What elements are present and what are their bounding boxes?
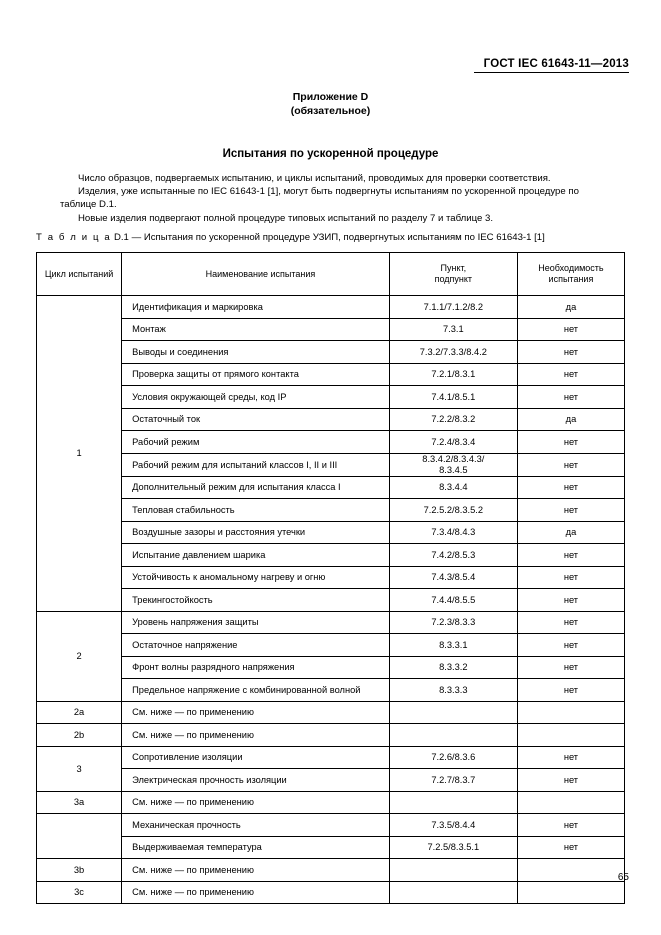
cell-point: 7.4.1/8.5.1 bbox=[389, 386, 517, 409]
table-row bbox=[37, 746, 625, 769]
table-row bbox=[37, 566, 625, 589]
cell-need bbox=[517, 791, 624, 814]
cell-test-name: См. ниже — по применению bbox=[122, 791, 390, 814]
cell-point: 7.3.1 bbox=[389, 318, 517, 341]
col-header-need: Необходимость испытания bbox=[517, 253, 624, 296]
appendix-line-2: (обязательное) bbox=[290, 105, 371, 117]
cell-point: 7.4.4/8.5.5 bbox=[389, 589, 517, 612]
cell-point: 7.2.4/8.3.4 bbox=[389, 431, 517, 454]
cell-point: 7.1.1/7.1.2/8.2 bbox=[389, 296, 517, 319]
cell-point: 7.2.7/8.3.7 bbox=[389, 769, 517, 792]
cell-test-name: Остаточное напряжение bbox=[122, 634, 390, 657]
cell-test-name: Условия окружающей среды, код IP bbox=[122, 386, 390, 409]
cell-need: нет bbox=[517, 746, 624, 769]
appendix-line-1: Приложение D bbox=[292, 91, 369, 103]
cell-point: 8.3.3.2 bbox=[389, 656, 517, 679]
cell-test-name: Рабочий режим bbox=[122, 431, 390, 454]
cell-point: 7.3.2/7.3.3/8.4.2 bbox=[389, 341, 517, 364]
table-row bbox=[37, 408, 625, 431]
cell-point: 7.2.3/8.3.3 bbox=[389, 611, 517, 634]
cell-test-name: Воздушные зазоры и расстояния утечки bbox=[122, 521, 390, 544]
table-row bbox=[37, 836, 625, 859]
table-row bbox=[37, 521, 625, 544]
table-row bbox=[37, 296, 625, 319]
cell-point: 7.3.4/8.4.3 bbox=[389, 521, 517, 544]
cell-need bbox=[517, 701, 624, 724]
cell-cycle: 3b bbox=[37, 859, 122, 882]
cell-point: 7.3.5/8.4.4 bbox=[389, 814, 517, 837]
cell-cycle: 2a bbox=[37, 701, 122, 724]
cell-need: нет bbox=[517, 634, 624, 657]
cell-cycle bbox=[37, 814, 122, 859]
cell-test-name: Рабочий режим для испытаний классов I, II и III bbox=[122, 453, 390, 476]
table-row bbox=[37, 589, 625, 612]
cell-test-name: Фронт волны разрядного напряжения bbox=[122, 656, 390, 679]
appendix-heading bbox=[0, 90, 661, 118]
cell-need: да bbox=[517, 296, 624, 319]
tests-table bbox=[36, 252, 625, 904]
table-row bbox=[37, 386, 625, 409]
cell-need: нет bbox=[517, 386, 624, 409]
table-row bbox=[37, 769, 625, 792]
table-row bbox=[37, 791, 625, 814]
cell-need: нет bbox=[517, 318, 624, 341]
cell-test-name: Идентификация и маркировка bbox=[122, 296, 390, 319]
cell-need: нет bbox=[517, 544, 624, 567]
table-header bbox=[37, 253, 625, 296]
col-header-cycle: Цикл испытаний bbox=[37, 253, 122, 296]
cell-test-name: Тепловая стабильность bbox=[122, 499, 390, 522]
table-row bbox=[37, 363, 625, 386]
cell-test-name: Устойчивость к аномальному нагреву и огню bbox=[122, 566, 390, 589]
table-caption-number: D.1 bbox=[113, 232, 129, 243]
table-body bbox=[37, 296, 625, 904]
table-row bbox=[37, 814, 625, 837]
table-row bbox=[37, 341, 625, 364]
table-row bbox=[37, 634, 625, 657]
paragraph-1: Число образцов, подвергаемых испытанию, и циклы испытаний, проводимых для проверки соответствия. bbox=[78, 173, 551, 184]
paragraph-3: Новые изделия подвергают полной процедуре типовых испытаний по разделу 7 и таблице 3. bbox=[78, 212, 494, 224]
cell-test-name: См. ниже — по применению bbox=[122, 701, 390, 724]
cell-need: да bbox=[517, 521, 624, 544]
cell-test-name: См. ниже — по применению bbox=[122, 724, 390, 747]
cell-point: 7.4.2/8.5.3 bbox=[389, 544, 517, 567]
cell-cycle: 3a bbox=[37, 791, 122, 814]
cell-test-name: Предельное напряжение с комбинированной волной bbox=[122, 679, 390, 702]
cell-test-name: Дополнительный режим для испытания класса I bbox=[122, 476, 390, 499]
cell-point bbox=[389, 701, 517, 724]
table-caption-text: — Испытания по ускоренной процедуре УЗИП, подвергнутых испытаниям по IEC 61643-1 [1] bbox=[131, 232, 545, 243]
table-row bbox=[37, 881, 625, 904]
cell-point: 8.3.4.2/8.3.4.3/ 8.3.4.5 bbox=[389, 453, 517, 476]
cell-need: нет bbox=[517, 431, 624, 454]
cell-point bbox=[389, 859, 517, 882]
cell-test-name: Сопротивление изоляции bbox=[122, 746, 390, 769]
cell-need: нет bbox=[517, 769, 624, 792]
table-caption-prefix: Т а б л и ц а bbox=[36, 232, 112, 243]
cell-need: нет bbox=[517, 589, 624, 612]
cell-need: нет bbox=[517, 476, 624, 499]
table-row bbox=[37, 724, 625, 747]
cell-point: 7.2.5.2/8.3.5.2 bbox=[389, 499, 517, 522]
cell-point: 8.3.3.3 bbox=[389, 679, 517, 702]
page-header: ГОСТ IEC 61643-11—2013 bbox=[474, 58, 629, 73]
cell-cycle: 2 bbox=[37, 611, 122, 701]
table-row bbox=[37, 431, 625, 454]
table-row bbox=[37, 679, 625, 702]
cell-point: 7.4.3/8.5.4 bbox=[389, 566, 517, 589]
cell-test-name: Выводы и соединения bbox=[122, 341, 390, 364]
col-header-name: Наименование испытания bbox=[122, 253, 390, 296]
cell-test-name: Электрическая прочность изоляции bbox=[122, 769, 390, 792]
cell-need: нет bbox=[517, 341, 624, 364]
table-row bbox=[37, 611, 625, 634]
cell-point bbox=[389, 791, 517, 814]
cell-test-name: Уровень напряжения защиты bbox=[122, 611, 390, 634]
table-row bbox=[37, 318, 625, 341]
cell-need bbox=[517, 859, 624, 882]
table-row bbox=[37, 656, 625, 679]
table-row bbox=[37, 859, 625, 882]
cell-point: 7.2.6/8.3.6 bbox=[389, 746, 517, 769]
cell-point: 8.3.3.1 bbox=[389, 634, 517, 657]
table-row bbox=[37, 701, 625, 724]
cell-need: нет bbox=[517, 566, 624, 589]
cell-need: нет bbox=[517, 453, 624, 476]
table-caption bbox=[36, 232, 545, 243]
cell-test-name: Испытание давлением шарика bbox=[122, 544, 390, 567]
cell-need: нет bbox=[517, 679, 624, 702]
page-title: Испытания по ускоренной процедуре bbox=[222, 148, 439, 160]
cell-need: нет bbox=[517, 499, 624, 522]
cell-point bbox=[389, 724, 517, 747]
cell-need bbox=[517, 724, 624, 747]
page-number: 65 bbox=[617, 872, 629, 883]
cell-test-name: Проверка защиты от прямого контакта bbox=[122, 363, 390, 386]
cell-test-name: См. ниже — по применению bbox=[122, 881, 390, 904]
cell-point bbox=[389, 881, 517, 904]
cell-test-name: Трекингостойкость bbox=[122, 589, 390, 612]
cell-need: нет bbox=[517, 363, 624, 386]
cell-need: нет bbox=[517, 656, 624, 679]
cell-test-name: Остаточный ток bbox=[122, 408, 390, 431]
cell-need bbox=[517, 881, 624, 904]
table-row bbox=[37, 499, 625, 522]
cell-test-name: Механическая прочность bbox=[122, 814, 390, 837]
paragraph-2: Изделия, уже испытанные по IEC 61643-1 [1], могут быть подвергнуты испытаниям по ускоренной процедуре по таблице D.1. bbox=[60, 186, 579, 211]
cell-cycle: 1 bbox=[37, 296, 122, 612]
cell-need: да bbox=[517, 408, 624, 431]
table-row bbox=[37, 476, 625, 499]
cell-test-name: Выдерживаемая температура bbox=[122, 836, 390, 859]
cell-point: 7.2.5/8.3.5.1 bbox=[389, 836, 517, 859]
table-row bbox=[37, 453, 625, 476]
table-row bbox=[37, 544, 625, 567]
cell-point: 7.2.2/8.3.2 bbox=[389, 408, 517, 431]
cell-test-name: Монтаж bbox=[122, 318, 390, 341]
cell-need: нет bbox=[517, 611, 624, 634]
cell-cycle: 2b bbox=[37, 724, 122, 747]
cell-point: 8.3.4.4 bbox=[389, 476, 517, 499]
cell-cycle: 3 bbox=[37, 746, 122, 791]
col-header-point: Пункт, подпункт bbox=[389, 253, 517, 296]
cell-cycle: 3c bbox=[37, 881, 122, 904]
cell-test-name: См. ниже — по применению bbox=[122, 859, 390, 882]
cell-need: нет bbox=[517, 814, 624, 837]
cell-point: 7.2.1/8.3.1 bbox=[389, 363, 517, 386]
table-header-row bbox=[37, 253, 625, 296]
cell-need: нет bbox=[517, 836, 624, 859]
intro-paragraphs bbox=[60, 172, 605, 225]
